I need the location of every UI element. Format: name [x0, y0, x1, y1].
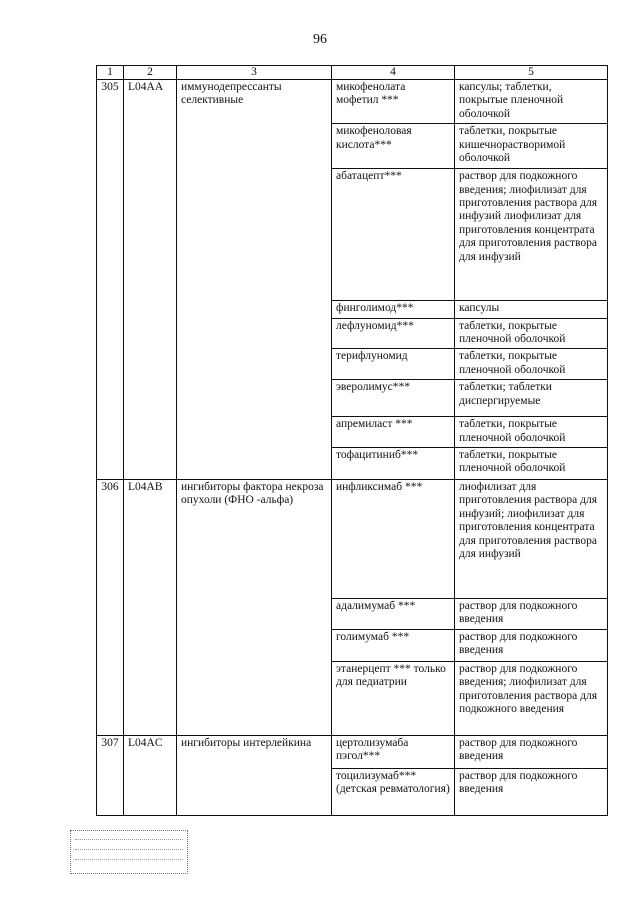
- column-header: 1: [97, 66, 124, 80]
- table-row: [97, 480, 608, 599]
- dosage-form: раствор для подкожного введения: [455, 768, 608, 815]
- drug-name: терифлуномид: [332, 349, 455, 380]
- dosage-form: раствор для подкожного введения; лиофилизат для приготовления раствора для подкожного введения: [455, 661, 608, 735]
- drug-name: лефлуномид***: [332, 318, 455, 349]
- drug-name: апремиласт ***: [332, 417, 455, 448]
- drug-name: абатацепт***: [332, 169, 455, 301]
- drug-name: тофацитиниб***: [332, 448, 455, 480]
- atc-code: L04AB: [124, 480, 177, 736]
- column-header: 4: [332, 66, 455, 80]
- faint-stamp-mark: [70, 830, 188, 874]
- atc-code: L04AC: [124, 735, 177, 815]
- dosage-form: капсулы: [455, 301, 608, 318]
- group-name: ингибиторы фактора некроза опухоли (ФНО -альфа): [177, 480, 332, 736]
- column-header: 3: [177, 66, 332, 80]
- dosage-form: раствор для подкожного введения: [455, 629, 608, 661]
- drug-name: тоцилизумаб*** (детская ревматология): [332, 768, 455, 815]
- table-header-row: [97, 66, 608, 80]
- drug-name: адалимумаб ***: [332, 599, 455, 630]
- dosage-form: капсулы; таблетки, покрытые пленочной оболочкой: [455, 80, 608, 124]
- dosage-form: лиофилизат для приготовления раствора для инфузий; лиофилизат для приготовления концентрата для приготовления раствора для инфузий: [455, 480, 608, 599]
- dosage-form: раствор для подкожного введения: [455, 599, 608, 630]
- row-number: 307: [97, 735, 124, 815]
- group-name: иммунодепрессанты селективные: [177, 80, 332, 480]
- atc-code: L04AA: [124, 80, 177, 480]
- drug-name: финголимод***: [332, 301, 455, 318]
- dosage-form: таблетки, покрытые пленочной оболочкой: [455, 448, 608, 480]
- column-header: 2: [124, 66, 177, 80]
- column-header: 5: [455, 66, 608, 80]
- dosage-form: таблетки, покрытые пленочной оболочкой: [455, 349, 608, 380]
- drug-name: эверолимус***: [332, 380, 455, 417]
- dosage-form: раствор для подкожного введения: [455, 735, 608, 768]
- page-number: 96: [313, 32, 327, 47]
- dosage-form: раствор для подкожного введения; лиофилизат для приготовления раствора для инфузий лиофилизат для приготовления концентрата для приготовления раствора для инфузий: [455, 169, 608, 301]
- row-number: 305: [97, 80, 124, 480]
- drug-name: микофеноловая кислота***: [332, 124, 455, 169]
- group-name: ингибиторы интерлейкина: [177, 735, 332, 815]
- drug-name: голимумаб ***: [332, 629, 455, 661]
- row-number: 306: [97, 480, 124, 736]
- dosage-form: таблетки, покрытые пленочной оболочкой: [455, 318, 608, 349]
- drug-name: инфликсимаб ***: [332, 480, 455, 599]
- drug-table: [96, 65, 608, 816]
- drug-name: микофенолата мофетил ***: [332, 80, 455, 124]
- drug-name: этанерцепт *** только для педиатрии: [332, 661, 455, 735]
- dosage-form: таблетки; таблетки диспергируемые: [455, 380, 608, 417]
- table-row: [97, 80, 608, 124]
- drug-name: цертолизумаба пэгол***: [332, 735, 455, 768]
- table-row: [97, 735, 608, 768]
- dosage-form: таблетки, покрытые кишечнорастворимой оболочкой: [455, 124, 608, 169]
- dosage-form: таблетки, покрытые пленочной оболочкой: [455, 417, 608, 448]
